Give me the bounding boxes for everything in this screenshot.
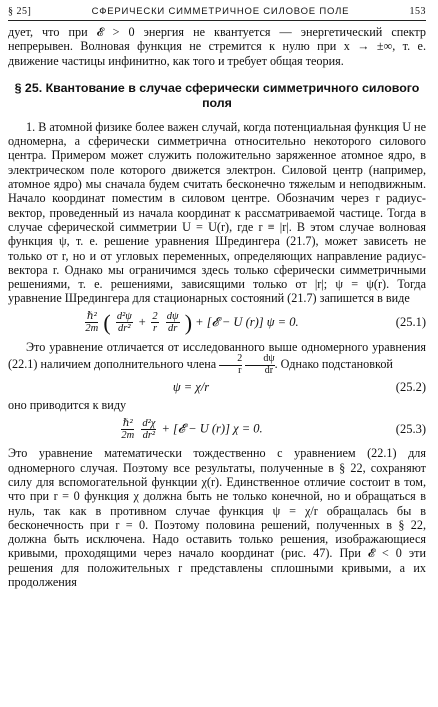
paragraph-2-fraction-b: $\frac{d\psi}{dr}$ bbox=[245, 354, 274, 376]
header-page-number: 153 bbox=[409, 6, 426, 17]
header-running-title: СФЕРИЧЕСКИ СИММЕТРИЧНОЕ СИЛОВОЕ ПОЛЕ bbox=[91, 6, 350, 17]
paragraph-1: 1. В атомной физике более важен случай, когда потенциальная функция U не одномерна, а сферически симметрична относительно некоторого силового центра. Примером может служить положительно заряженное атомное ядро, в электрическом поле которого движется электрон. Силовой центр (например, атомное ядро) мы сначала будем считать бесконечно тяжелым и неподвижным. Начало координат поместим в силовом центре. Обозначим через r радиус-вектор, проведенный из начала координат к рассматриваемой частице. Тогда в случае сферической симметрии U = U(r), где r ≡ |r|. В этом случае волновая функция ψ, т. е. решение уравнения Шредингера (21.7), может зависеть не только от r, но и от угловых переменных, определяющих направление радиус-вектора r. Однако мы ограничимся здесь только сферически симметричными решениями, т. е. решениями, зависящими только от |r|; ψ = ψ(r). Тогда уравнение Шредингера для стационарных состояний (21.7) запишется в виде bbox=[8, 119, 426, 306]
running-header bbox=[8, 6, 426, 19]
equation-25-2-body: ψ = χ/r bbox=[172, 379, 210, 394]
paragraph-2-tail: . Однако подстановкой bbox=[274, 356, 393, 371]
header-section-ref: § 25] bbox=[8, 6, 32, 17]
eq1-plus: + bbox=[137, 314, 147, 329]
eq3-second-derivative: $\frac{\text{d²χ}}{\text{dr²}}$ bbox=[142, 417, 156, 441]
eq3-rest: + [𝓔 − U (r)] χ = 0. bbox=[161, 421, 263, 436]
equation-25-3-body bbox=[8, 418, 374, 441]
equation-25-1-number: (25.1) bbox=[395, 315, 426, 330]
eq1-close-paren: ) bbox=[184, 309, 193, 335]
equation-25-1-body bbox=[8, 310, 374, 336]
eq1-coef-fraction: $\frac{\text{ℏ²}}{2m}$ bbox=[85, 311, 99, 335]
eq1-first-derivative: $\frac{d\psi}{dr}$ bbox=[166, 311, 179, 335]
paragraph-2 bbox=[8, 340, 426, 376]
equation-25-2-number: (25.2) bbox=[395, 379, 426, 394]
intro-paragraph: дует, что при 𝓔 > 0 энергия не квантуется — энергетический спектр непрерывен. Волновая функция не стремится к нулю при x → ±∞, т. е. движение частицы инфинитно, как того и требует общая теория. bbox=[8, 25, 426, 68]
header-rule bbox=[8, 20, 426, 21]
equation-25-3 bbox=[8, 412, 426, 446]
eq1-rest: + [𝓔 − U (r)] ψ = 0. bbox=[195, 314, 299, 329]
eq3-coef-fraction: $\frac{\text{ℏ²}}{2m}$ bbox=[121, 417, 135, 441]
equation-25-3-number: (25.3) bbox=[395, 421, 426, 436]
eq1-two-over-r: $\frac{2}{r}$ bbox=[152, 311, 158, 335]
eq1-open-paren: ( bbox=[103, 309, 111, 335]
eq1-second-derivative: $\frac{\text{d²ψ}}{\text{dr²}}$ bbox=[116, 311, 132, 335]
paragraph-2-text: Это уравнение отличается от исследованного выше одномерного уравнения (22.1) наличием дополнительного члена bbox=[8, 339, 426, 371]
equation-25-1 bbox=[8, 306, 426, 340]
paragraph-3: оно приводится к виду bbox=[8, 398, 127, 413]
paragraph-4: Это уравнение математически тождественно с уравнением (22.1) для одномерного случая. Поэтому все результаты, полученные в § 22, сохраняют силу для вспомогательной функции χ(r). Единственное отличие состоит в том, что при r = 0 функция χ должна быть не только конечной, но и обращаться в нуль, так как в противном случае функция ψ = χ/r обращалась бы в бесконечность при r = 0. Поэтому половина решений, полученных в § 22, должна быть исключена. Надо оставить только решения, изображающиеся кривыми, проходящими через начало координат (рис. 47). При 𝓔 < 0 эти решения для положительных r представлены сплошными кривыми, а их продолжения bbox=[8, 446, 426, 590]
paragraph-2-fraction-a: $\frac{2}{r}$ bbox=[219, 354, 242, 376]
equation-25-2 bbox=[8, 376, 426, 398]
section-title: § 25. Квантование в случае сферически симметричного силового поля bbox=[14, 80, 420, 110]
